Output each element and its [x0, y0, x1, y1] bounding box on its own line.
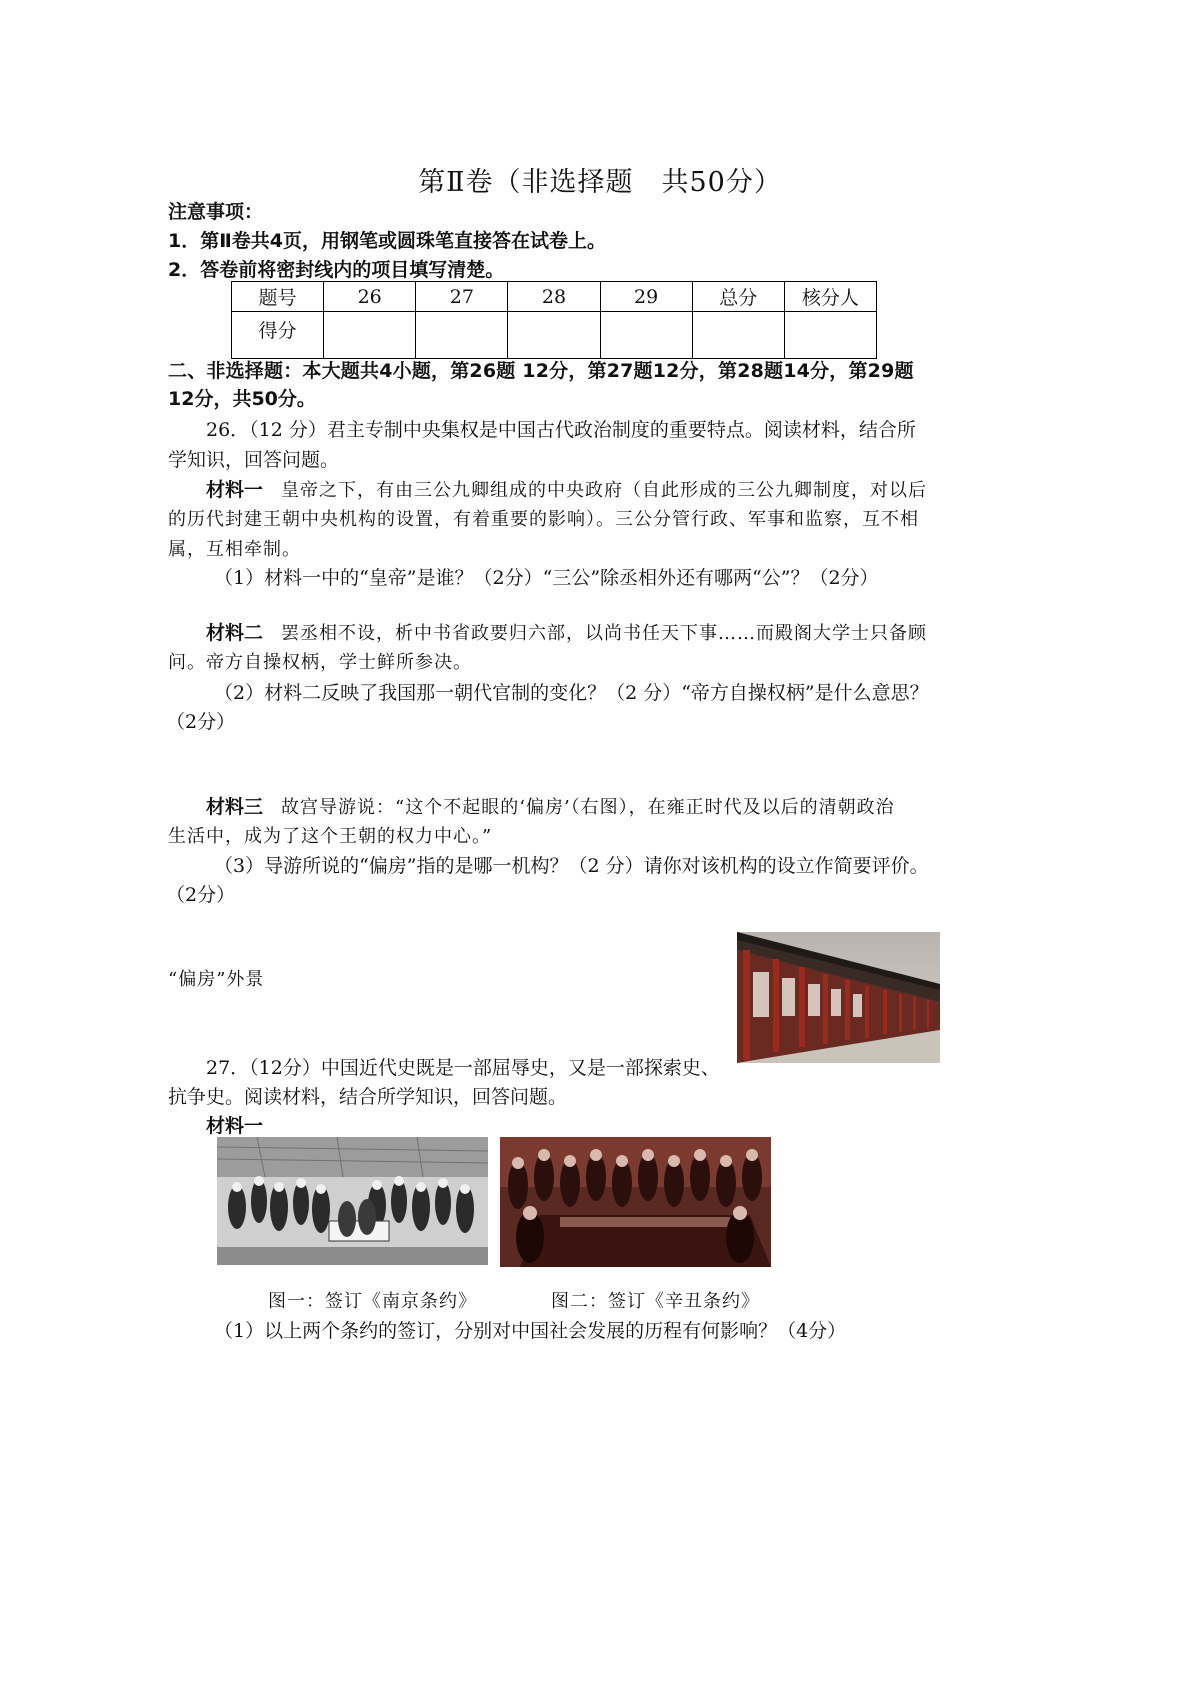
q26-intro-line2: 学知识，回答问题。	[168, 449, 340, 471]
notes-item-2: 2．答卷前将密封线内的项目填写清楚。	[168, 259, 505, 281]
score-header-cell: 26	[324, 282, 416, 312]
score-header-cell: 27	[416, 282, 508, 312]
q26-material3-line1	[206, 792, 895, 823]
q26-material1-text: 皇帝之下，有由三公九卿组成的中央政府（自此形成的三公九卿制度，对以后	[281, 480, 928, 501]
q26-question1: （1）材料一中的“皇帝”是谁？（2分）“三公”除丞相外还有哪两“公”？（2分）	[214, 567, 879, 589]
q27-caption2: 图二：签订《辛丑条约》	[551, 1291, 760, 1312]
score-table	[231, 281, 877, 359]
section-heading-line1: 二、非选择题：本大题共4小题，第26题 12分，第27题12分，第28题14分，第29题	[168, 360, 914, 382]
q27-material1-label: 材料一	[206, 1115, 264, 1137]
q27-intro-line1: 27．（12分）中国近代史既是一部屈辱史，又是一部探索史、	[206, 1057, 720, 1079]
q26-material3-text: 故宫导游说：“这个不起眼的‘偏房’（右图），在雍正时代及以后的清朝政治	[281, 797, 895, 818]
score-header-cell: 总分	[692, 282, 784, 312]
q26-material2-text: 罢丞相不设，析中书省政要归六部，以尚书任天下事……而殿阁大学士只备顾	[281, 623, 928, 644]
score-cell-26[interactable]	[324, 312, 416, 359]
q26-material3-label: 材料三	[206, 796, 264, 818]
pianfang-photo	[737, 932, 940, 1063]
notes-heading: 注意事项：	[168, 201, 264, 223]
section-heading-line2: 12分，共50分。	[168, 388, 316, 410]
score-header-cell: 核分人	[784, 282, 876, 312]
q26-intro-line1: 26．（12 分）君主专制中央集权是中国古代政治制度的重要特点。阅读材料，结合所	[206, 419, 916, 441]
score-header-cell: 题号	[232, 282, 324, 312]
score-header-cell: 28	[508, 282, 600, 312]
score-cell-29[interactable]	[600, 312, 692, 359]
q26-question3-line1: （3）导游所说的“偏房”指的是哪一机构？（2 分）请你对该机构的设立作简要评价。	[214, 855, 929, 877]
pianfang-caption: “偏房”外景	[168, 969, 265, 990]
score-row-label: 得分	[232, 312, 324, 359]
q27-caption1: 图一：签订《南京条约》	[268, 1291, 477, 1312]
notes-item-1: 1．第Ⅱ卷共4页，用钢笔或圆珠笔直接答在试卷上。	[168, 230, 606, 252]
score-cell-checker[interactable]	[784, 312, 876, 359]
score-header-cell: 29	[600, 282, 692, 312]
q26-material1-label: 材料一	[206, 479, 264, 501]
page-title: 第Ⅱ卷（非选择题 共50分）	[418, 167, 782, 198]
q26-material1-line3: 属，互相牵制。	[168, 539, 301, 560]
q26-material1-line1	[206, 475, 927, 506]
q27-question1: （1）以上两个条约的签订，分别对中国社会发展的历程有何影响？（4分）	[214, 1320, 847, 1342]
nanjing-treaty-image	[217, 1137, 488, 1265]
q26-material3-line2: 生活中，成为了这个王朝的权力中心。”	[168, 826, 493, 847]
xinchou-treaty-image	[500, 1137, 771, 1267]
score-cell-28[interactable]	[508, 312, 600, 359]
q26-material2-label: 材料二	[206, 622, 264, 644]
q26-material2-line2: 问。帝方自操权柄，学士鲜所参决。	[168, 652, 472, 673]
q26-material1-line2: 的历代封建王朝中央机构的设置，有着重要的影响）。三公分管行政、军事和监察，互不相	[168, 509, 919, 530]
q26-question2-line1: （2）材料二反映了我国那一朝代官制的变化？（2 分）“帝方自操权柄”是什么意思？	[214, 682, 929, 704]
q27-intro-line2: 抗争史。阅读材料，结合所学知识，回答问题。	[168, 1086, 568, 1108]
q26-material2-line1	[206, 618, 927, 649]
q26-question2-line2: （2分）	[166, 711, 236, 733]
score-cell-total[interactable]	[692, 312, 784, 359]
q26-question3-line2: （2分）	[166, 884, 236, 906]
score-cell-27[interactable]	[416, 312, 508, 359]
